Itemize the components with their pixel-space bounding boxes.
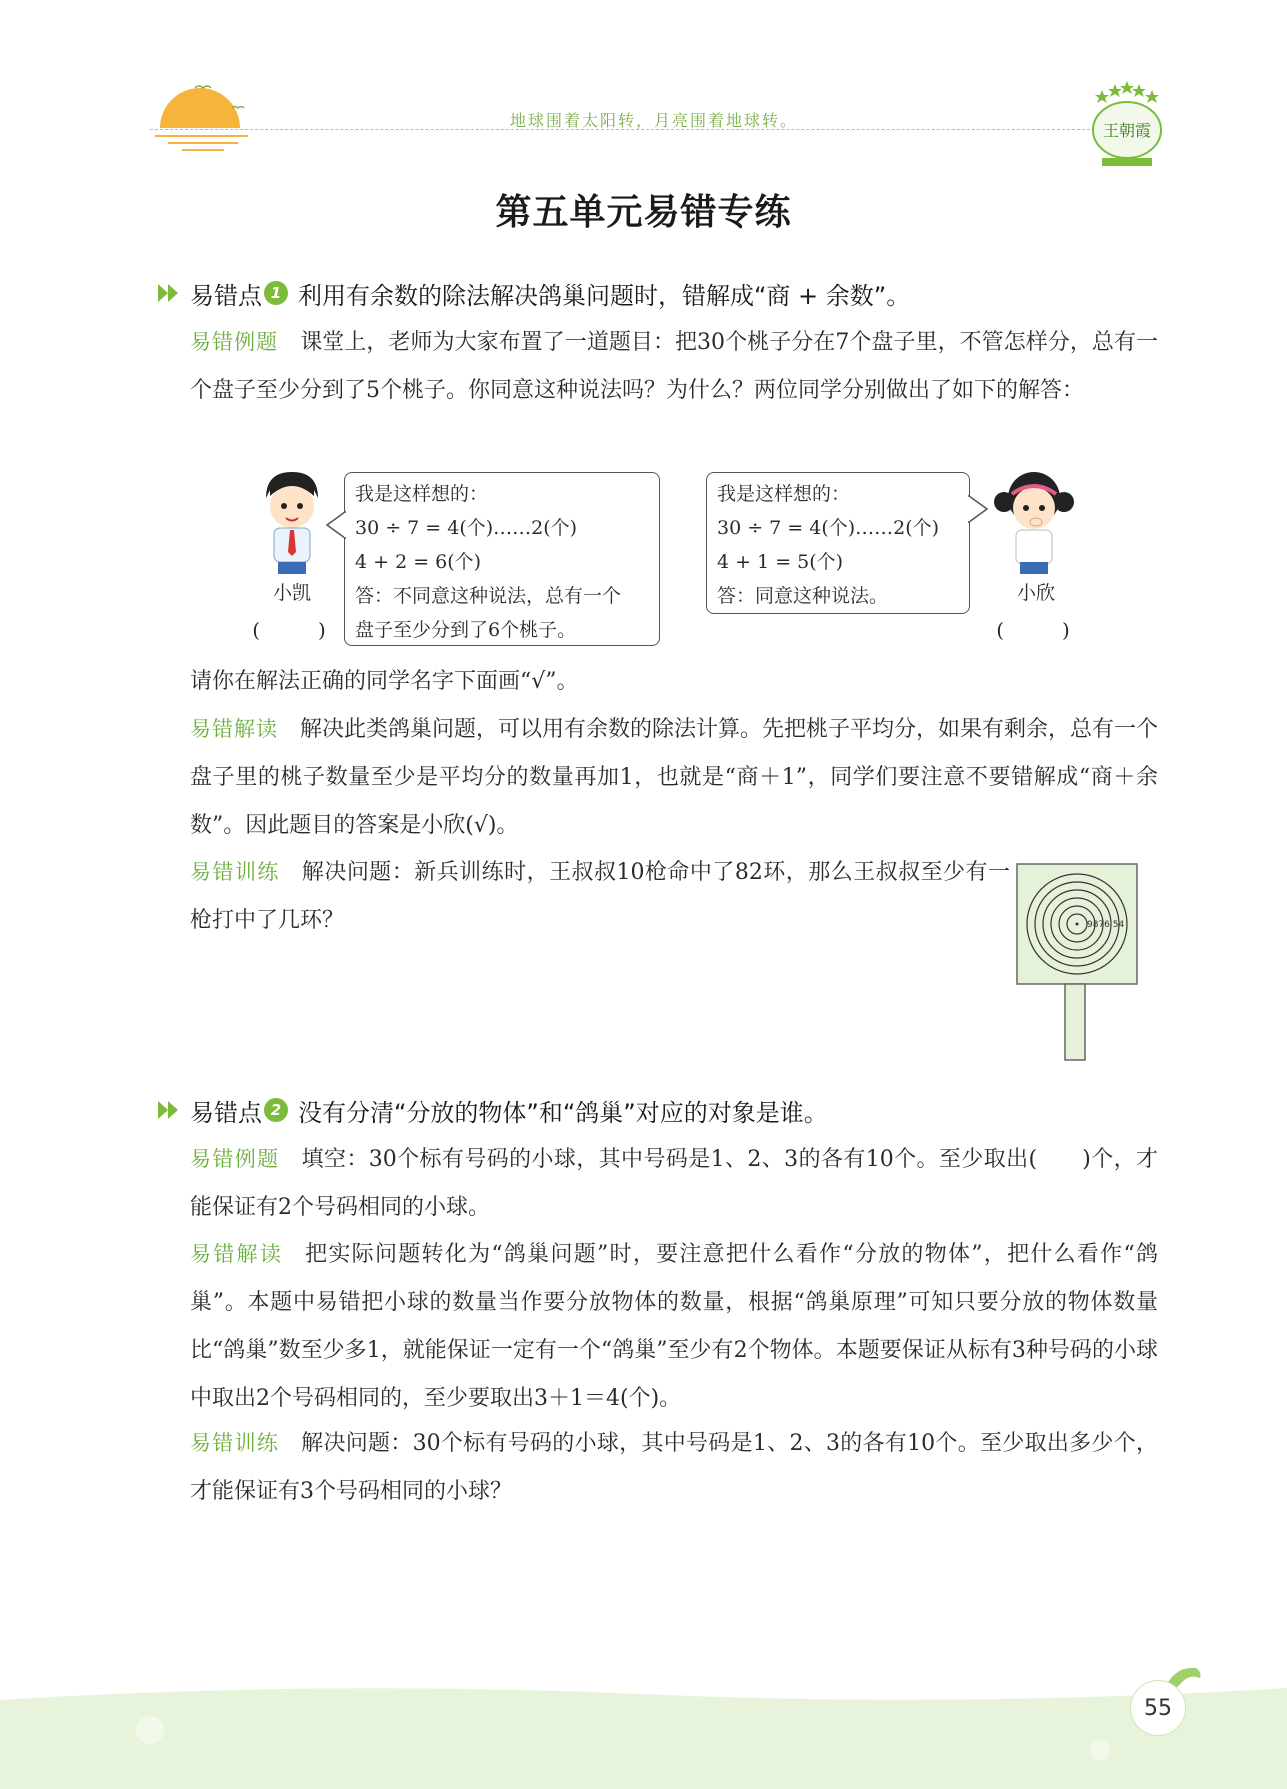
bubble-tail <box>326 510 346 540</box>
page-number: 55 <box>1130 1680 1186 1736</box>
bubble-tail <box>968 494 988 524</box>
section-1-example <box>190 318 1158 415</box>
svg-text:9876 54: 9876 54 <box>1087 920 1125 930</box>
analysis-tag: 易错解读 <box>190 717 278 741</box>
section-2-number: 2 <box>264 1098 288 1122</box>
header-motto: 地球围着太阳转，月亮围着地球转。 <box>510 111 799 130</box>
double-chevron-icon <box>156 1098 184 1122</box>
sunset-icon <box>150 80 260 160</box>
bubble-line: 4 + 1 = 5(个) <box>717 551 844 573</box>
section-2-label: 易错点 <box>190 1098 262 1127</box>
example-tag: 易错例题 <box>190 1147 280 1171</box>
section-2-text: 没有分清“分放的物体”和“鸽巢”对应的对象是谁。 <box>298 1098 828 1127</box>
boy-speech-bubble <box>344 472 660 646</box>
bubble-line: 4 + 2 = 6(个) <box>355 551 482 573</box>
section-1-label: 易错点 <box>190 281 262 310</box>
boy-name: 小凯 <box>272 582 311 604</box>
boy-answer-paren[interactable]: ( ) <box>252 618 332 642</box>
girl-name: 小欣 <box>1016 582 1055 604</box>
section-1-analysis <box>190 705 1158 850</box>
section-2-example <box>190 1135 1158 1232</box>
bubble-line: 答：不同意这种说法，总有一个 <box>355 585 622 607</box>
section-1-instruction: 请你在解法正确的同学名字下面画“√”。 <box>190 669 579 694</box>
section-2-heading <box>156 1090 828 1130</box>
boy-illustration <box>252 468 332 576</box>
training-text: 解决问题：新兵训练时，王叔叔10枪命中了82环，那么王叔叔至少有一枪打中了几环？ <box>190 860 1010 933</box>
analysis-text: 把实际问题转化为“鸽巢问题”时，要注意把什么看作“分放的物体”，把什么看作“鸽巢”。本题中易错把小球的数量当作要分放物体的数量，根据“鸽巢原理”可知只要分放的物体数量比“鸽巢”数至少多1，就能保证一定有一个“鸽巢”至少有2个物体。本题要保证从标有3种号码的小球中取出2个号码相同的，至少要取出3＋1＝4(个)。 <box>190 1242 1158 1411</box>
section-2-training <box>190 1419 1158 1516</box>
example-text: 填空：30个标有号码的小球，其中号码是1、2、3的各有10个。至少取出( )个，才能保证有2个号码相同的小球。 <box>190 1147 1159 1220</box>
analysis-text: 解决此类鸽巢问题，可以用有余数的除法计算。先把桃子平均分，如果有剩余，总有一个盘子里的桃子数量至少是平均分的数量再加1，也就是“商＋1”，同学们要注意不要错解成“商＋余数”。因此题目的答案是小欣(√)。 <box>190 717 1159 838</box>
girl-illustration <box>992 468 1076 576</box>
section-1-number: 1 <box>264 281 288 305</box>
page-title: 第五单元易错专练 <box>495 192 792 233</box>
footer-decoration <box>0 1680 1287 1789</box>
example-text: 课堂上，老师为大家布置了一道题目：把30个桃子分在7个盘子里，不管怎样分，总有一个盘子至少分到了5个桃子。你同意这种说法吗？为什么？两位同学分别做出了如下的解答： <box>190 330 1159 403</box>
svg-text:王朝霞: 王朝霞 <box>1102 121 1152 140</box>
shooting-target-illustration <box>1015 862 1139 1062</box>
analysis-tag: 易错解读 <box>190 1242 284 1266</box>
bubble-line: 盘子至少分到了6个桃子。 <box>355 619 577 641</box>
training-tag: 易错训练 <box>190 1431 280 1455</box>
training-text: 解决问题：30个标有号码的小球，其中号码是1、2、3的各有10个。至少取出多少个，才能保证有3个号码相同的小球？ <box>190 1431 1159 1504</box>
bubble-line: 30 ÷ 7 = 4(个)……2(个) <box>355 517 578 539</box>
section-1-text: 利用有余数的除法解决鸽巢问题时，错解成“商 + 余数”。 <box>298 281 911 310</box>
section-1-heading <box>156 273 910 313</box>
brand-logo <box>1088 78 1166 174</box>
girl-answer-paren[interactable]: ( ) <box>996 618 1076 642</box>
double-chevron-icon <box>156 281 184 305</box>
bubble-line: 答：同意这种说法。 <box>717 585 889 607</box>
bubble-line: 我是这样想的： <box>355 483 489 505</box>
bubble-line: 30 ÷ 7 = 4(个)……2(个) <box>717 517 940 539</box>
section-1-training <box>190 848 1010 945</box>
girl-speech-bubble <box>706 472 970 614</box>
example-tag: 易错例题 <box>190 330 279 354</box>
bubble-line: 我是这样想的： <box>717 483 851 505</box>
section-2-analysis <box>190 1230 1158 1423</box>
training-tag: 易错训练 <box>190 860 280 884</box>
